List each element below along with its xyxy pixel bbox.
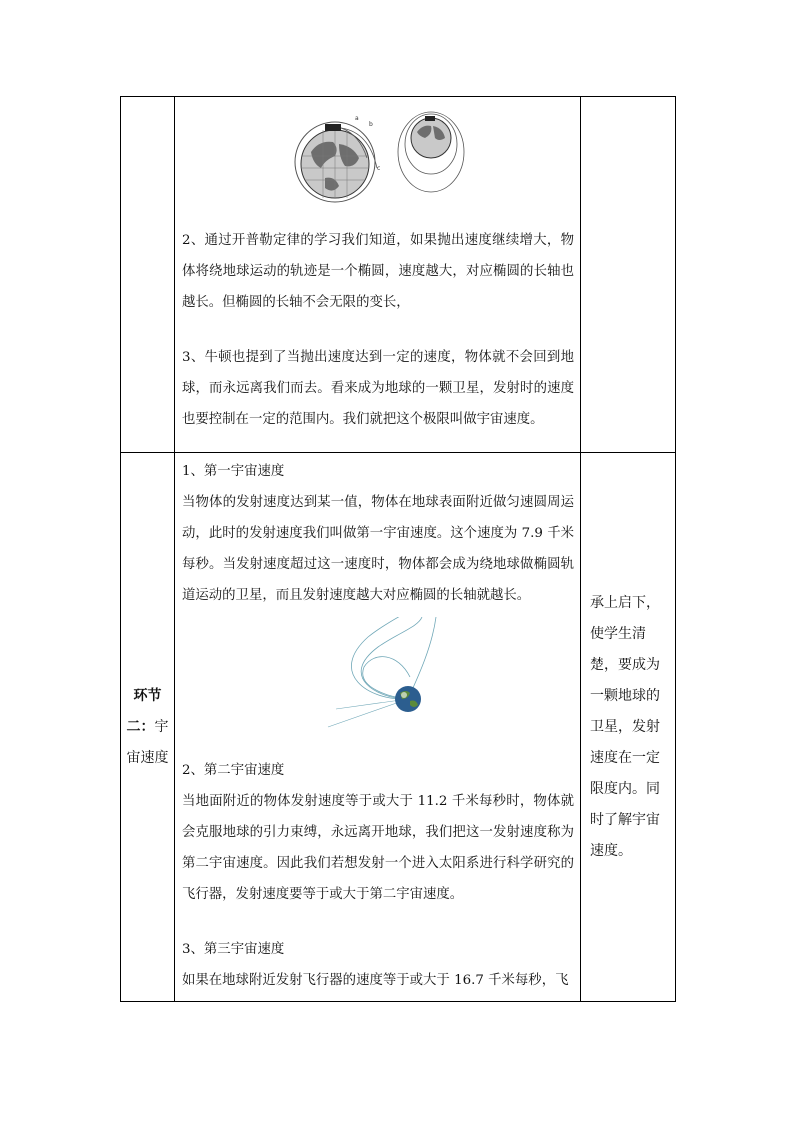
earth-orbit-illustration — [283, 108, 473, 208]
teaching-intent-cell — [581, 453, 676, 1002]
cosmic-velocity-figure — [175, 617, 580, 757]
heading-third-cosmic-velocity: 3、第三宇宙速度 — [182, 942, 285, 958]
section-title-cell — [121, 453, 175, 1002]
content-cell — [175, 453, 581, 1002]
table-row — [121, 453, 676, 1002]
spacer — [175, 318, 580, 342]
spacer — [175, 910, 580, 934]
heading-second-cosmic-velocity: 2、第二宇宙速度 — [182, 763, 285, 779]
section-title — [121, 681, 174, 774]
figure-label-b: b — [368, 121, 373, 128]
section-title-text: 宇宙速度 — [126, 718, 169, 766]
paragraph-kepler: 2、通过开普勒定律的学习我们知道，如果抛出速度继续增大，物体将绕地球运动的轨迹是一个椭圆，速度越大，对应椭圆的长轴也越长。但椭圆的长轴不会无限的变长， — [182, 233, 574, 310]
cosmic-velocity-diagram — [318, 617, 438, 757]
section-title-bold: 环节二： — [126, 687, 162, 735]
figure-label-a: a — [354, 115, 359, 122]
paragraph-newton: 3、牛顿也提到了当抛出速度达到一定的速度，物体就不会回到地球，而永远离我们而去。看来成为地球的一颗卫星，发射时的速度也要控制在一定的范围内。我们就把这个极限叫做宇宙速度。 — [182, 350, 574, 427]
paragraph-third-cosmic-velocity: 如果在地球附近发射飞行器的速度等于或大于 16.7 千米每秒，飞 — [182, 973, 569, 989]
lesson-table — [120, 96, 676, 1002]
content-cell — [175, 97, 581, 453]
paragraph-first-cosmic-velocity: 当物体的发射速度达到某一值，物体在地球表面附近做匀速圆周运动，此时的发射速度我们叫做第一宇宙速度。这个速度为 7.9 千米每秒。当发射速度超过这一速度时，物体都会成为绕地球做椭圆轨道运动的卫星，而且发射速度越大对应椭圆的长轴就越长。 — [182, 495, 574, 604]
table-row — [121, 97, 676, 453]
note-cell-empty — [581, 97, 676, 453]
figure-label-c: c — [376, 165, 380, 172]
teaching-intent-note: 承上启下，使学生清楚，要成为一颗地球的卫星，发射速度在一定限度内。同时了解宇宙速度。 — [590, 594, 660, 859]
section-cell-empty — [121, 97, 175, 453]
projectile-orbits-figure — [175, 108, 580, 208]
paragraph-second-cosmic-velocity: 当地面附近的物体发射速度等于或大于 11.2 千米每秒时，物体就会克服地球的引力束缚，永远离开地球，我们把这一发射速度称为第二宇宙速度。因此我们若想发射一个进入太阳系进行科学研究的飞行器，发射速度要等于或大于第二宇宙速度。 — [182, 794, 574, 903]
heading-first-cosmic-velocity: 1、第一宇宙速度 — [182, 464, 285, 480]
